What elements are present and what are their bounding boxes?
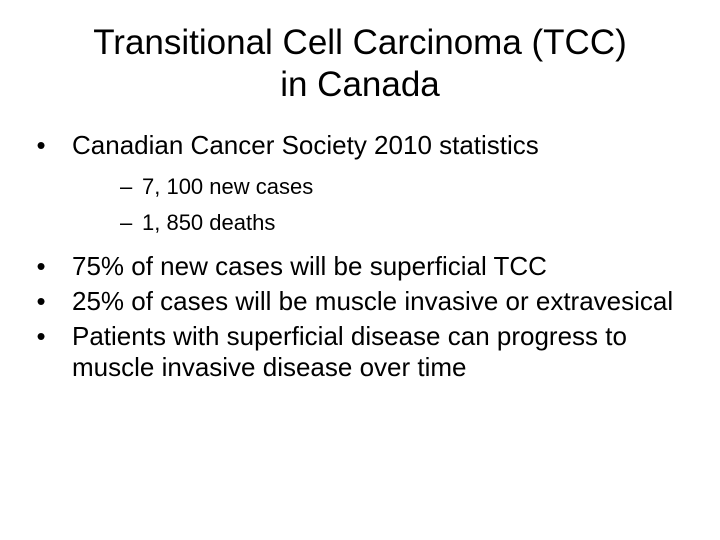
slide-title-line-2: in Canada: [280, 65, 440, 104]
bullet-mark: •: [36, 251, 46, 281]
bullet-text: Canadian Cancer Society 2010 statistics: [72, 130, 539, 160]
bullet-item: [28, 286, 688, 317]
bullet-item: [28, 130, 688, 161]
slide-title: [40, 22, 680, 106]
bullet-text: 25% of cases will be muscle invasive or extravesical: [72, 286, 674, 316]
sub-bullet-mark: –: [120, 174, 133, 199]
sub-bullet-text: 7, 100 new cases: [142, 174, 314, 199]
bullet-text: Patients with superficial disease can progress to muscle invasive disease over time: [72, 321, 627, 382]
sub-bullet-mark: –: [120, 210, 133, 235]
sub-bullet-item: [28, 205, 688, 241]
sub-bullet-text: 1, 850 deaths: [142, 210, 276, 235]
bullet-mark: •: [36, 130, 46, 160]
bullet-item: [28, 251, 688, 282]
sub-bullet-item: [28, 169, 688, 205]
slide-body: [28, 130, 688, 383]
bullet-mark: •: [36, 286, 46, 316]
bullet-text: 75% of new cases will be superficial TCC: [72, 251, 547, 281]
sub-bullet-list: [28, 169, 688, 241]
slide-title-line-1: Transitional Cell Carcinoma (TCC): [93, 23, 627, 62]
bullet-item: [28, 321, 688, 383]
bullet-mark: •: [36, 321, 46, 351]
